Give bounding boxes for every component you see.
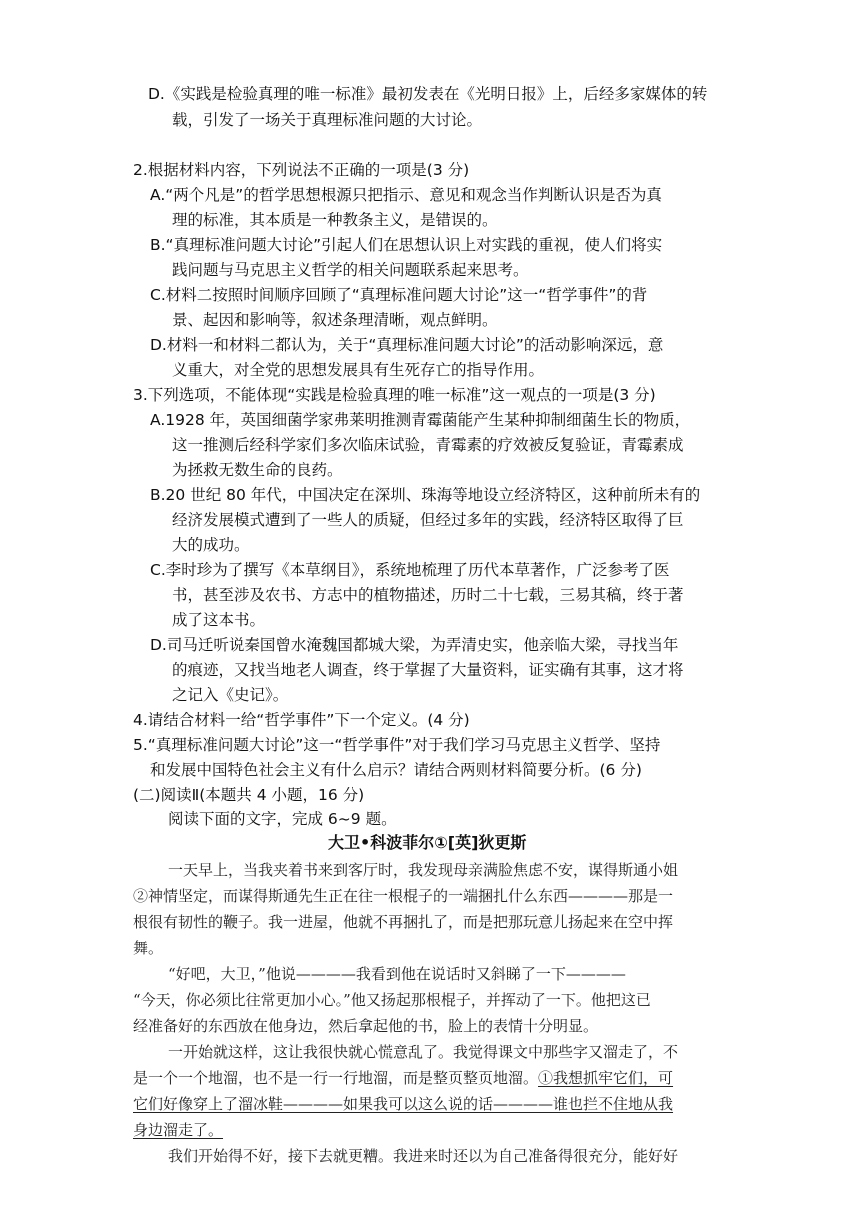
section2-heading: (二)阅读Ⅱ(本题共 4 小题，16 分) [133,786,365,804]
q3-option-d-line2: 的痕迹，又找当地老人调查，终于掌握了大量资料，证实确有其事，这才将 [172,661,684,679]
q3-option-c-line3: 成了这本书。 [172,611,266,629]
q2-option-b-line1: B.“真理标准问题大讨论”引起人们在思想认识上对实践的重视，使人们将实 [150,236,663,254]
q3-option-b-line1: B.20 世纪 80 年代，中国决定在深圳、珠海等地设立经济特区，这种前所未有的 [150,486,701,504]
q3-option-b-line2: 经济发展模式遭到了一些人的质疑，但经过多年的实践，经济特区取得了巨 [172,511,684,529]
q3-option-a-line2: 这一推测后经科学家们多次临床试验，青霉素的疗效被反复验证，青霉素成 [172,436,684,454]
q3-option-d-line3: 之记入《史记》。 [172,686,289,704]
story-p3-line3-underlined: 它们好像穿上了溜冰鞋————如果我可以这么说的话————谁也拦不住地从我 [133,1095,674,1113]
story-underlined-sentence-start: ①我想抓牢它们，可 [538,1069,674,1087]
q3-option-a-line3: 为拯救无数生命的良药。 [172,461,343,479]
q3-option-b-line3: 大的成功。 [172,536,250,554]
q5-line2: 和发展中国特色社会主义有什么启示？请结合两则材料简要分析。(6 分) [150,761,642,779]
q2-option-c-line2: 景、起因和影响等，叙述条理清晰，观点鲜明。 [172,311,498,329]
q2-option-a-line1: A.“两个凡是”的哲学思想根源只把指示、意见和观念当作判断认识是否为真 [150,186,662,204]
q2-option-a-line2: 理的标准，其本质是一种教条主义，是错误的。 [172,211,498,229]
story-p3-line2-text: 是一个一个地溜，也不是一行一行地溜，而是整页整页地溜。 [133,1069,539,1087]
q3-option-a-line1: A.1928 年，英国细菌学家弗莱明推测青霉菌能产生某种抑制细菌生长的物质， [150,411,691,429]
q2-option-c-line1: C.材料二按照时间顺序回顾了“真理标准问题大讨论”这一“哲学事件”的背 [150,286,648,304]
q2-option-b-line2: 践问题与马克思主义哲学的相关问题联系起来思考。 [172,261,529,279]
story-p3-line1: 一开始就这样，这让我很快就心慌意乱了。我觉得课文中那些字又溜走了，不 [168,1043,679,1061]
story-p1-line1: 一天早上，当我夹着书来到客厅时，我发现母亲满脸焦虑不安，谋得斯通小姐 [168,861,679,879]
story-p2-line1: “好吧，大卫，”他说————我看到他在说话时又斜睇了一下———— [168,965,626,983]
story-title: 大卫•科波菲尔①[英]狄更斯 [328,833,527,852]
q4-stem: 4.请结合材料一给“哲学事件”下一个定义。(4 分) [133,711,470,729]
story-p2-line2: “今天，你必须比往常更加小心。”他又扬起那根棍子，并挥动了一下。他把这已 [133,991,651,1009]
section2-instruction: 阅读下面的文字，完成 6~9 题。 [168,810,397,828]
story-p1-line3: 根很有韧性的鞭子。我一进屋，他就不再捆扎了，而是把那玩意儿扬起来在空中挥 [133,913,674,931]
q2-option-d-line1: D.材料一和材料二都认为，关于“真理标准问题大讨论”的活动影响深远，意 [150,336,664,354]
q1-option-d-line1: D.《实践是检验真理的唯一标准》最初发表在《光明日报》上，后经多家媒体的转 [148,85,708,103]
story-p1-line4: 舞。 [133,939,164,957]
q3-option-c-line2: 书，甚至涉及农书、方志中的植物描述，历时二十七载，三易其稿，终于著 [172,586,684,604]
q2-stem: 2.根据材料内容，下列说法不正确的一项是(3 分) [133,161,470,179]
q3-option-d-line1: D.司马迁听说秦国曾水淹魏国都城大梁，为弄清史实，他亲临大梁，寻找当年 [150,636,679,654]
story-p3-line2 [133,1066,673,1090]
story-p1-line2: ②神情坚定，而谋得斯通先生正在往一根棍子的一端捆扎什么东西————那是一 [133,887,674,905]
story-p4-line1: 我们开始得不好，接下去就更糟。我进来时还以为自己准备得很充分，能好好 [168,1147,679,1165]
q3-option-c-line1: C.李时珍为了撰写《本草纲目》，系统地梳理了历代本草著作，广泛参考了医 [150,561,670,579]
story-p3-line4-underlined: 身边溜走了。 [133,1121,224,1139]
q5-line1: 5.“真理标准问题大讨论”这一“哲学事件”对于我们学习马克思主义哲学、坚持 [133,736,661,754]
story-p2-line3: 经准备好的东西放在他身边，然后拿起他的书，脸上的表情十分明显。 [133,1017,599,1035]
q3-stem: 3.下列选项，不能体现“实践是检验真理的唯一标准”这一观点的一项是(3 分) [133,386,656,404]
q2-option-d-line2: 义重大，对全党的思想发展具有生死存亡的指导作用。 [172,361,545,379]
q1-option-d-line2: 载，引发了一场关于真理标准问题的大讨论。 [172,111,483,129]
